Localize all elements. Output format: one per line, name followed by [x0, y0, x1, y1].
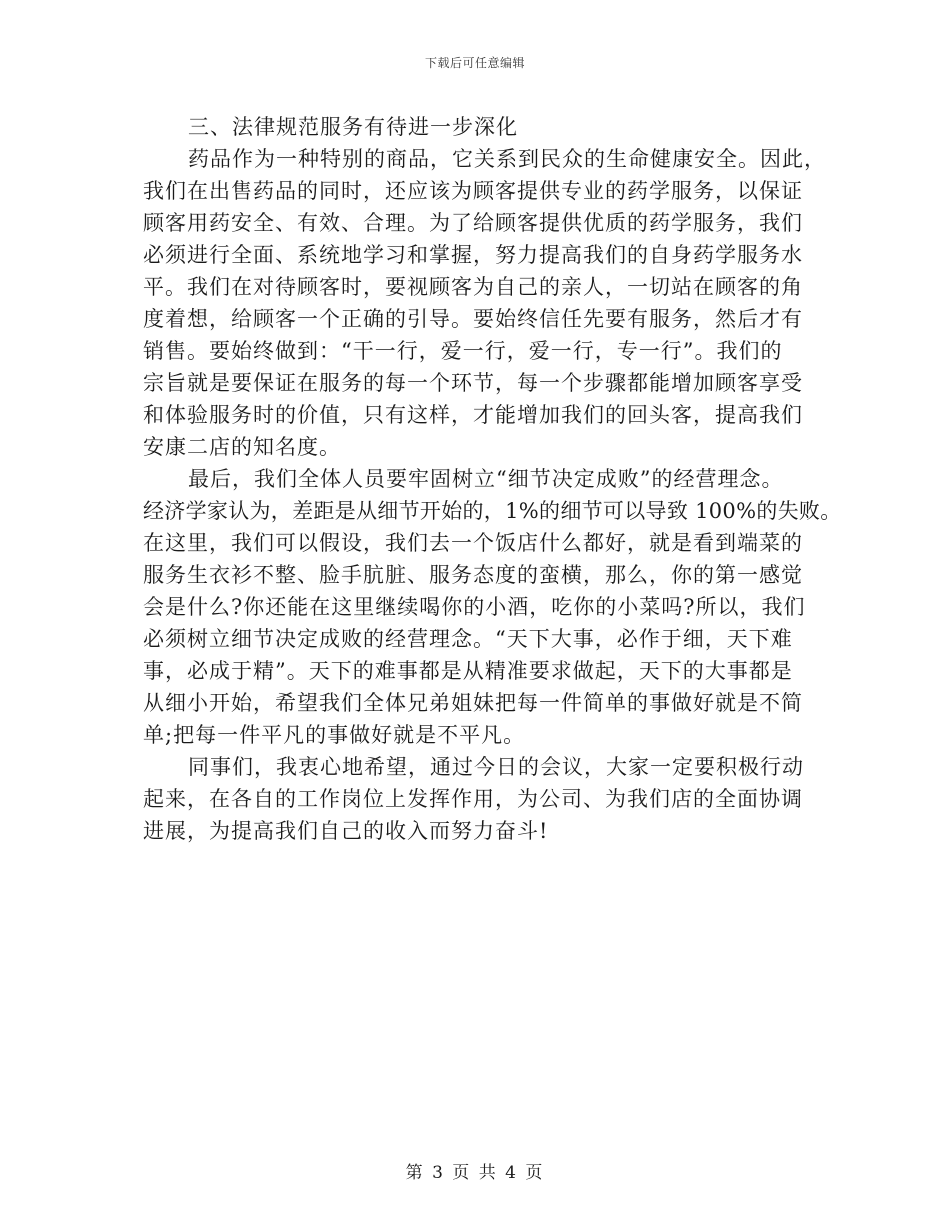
paragraph-line: 药品作为一种特别的商品，它关系到民众的生命健康安全。因此，: [188, 147, 826, 171]
page-number-footer: 第 3 页 共 4 页: [405, 1163, 545, 1183]
paragraph-line: 我们在出售药品的同时，还应该为顾客提供专业的药学服务，以保证: [143, 179, 803, 203]
page-header-note: 下载后可任意编辑: [424, 56, 525, 70]
section-heading: 三、法律规范服务有待进一步深化: [188, 115, 518, 139]
paragraph-line: 度着想，给顾客一个正确的引导。要始终信任先要有服务，然后才有: [143, 307, 803, 331]
paragraph-line: 顾客用药安全、有效、合理。为了给顾客提供优质的药学服务，我们: [143, 211, 803, 235]
paragraph-line: 和体验服务时的价值，只有这样，才能增加我们的回头客，提高我们: [143, 403, 803, 427]
paragraph-line: 经济学家认为，差距是从细节开始的，1%的细节可以导致 100%的失败。: [143, 499, 842, 523]
paragraph-line: 销售。要始终做到：“干一行，爱一行，爱一行，专一行”。我们的: [143, 339, 783, 363]
paragraph-line: 必须进行全面、系统地学习和掌握，努力提高我们的自身药学服务水: [143, 243, 803, 267]
paragraph-line: 服务生衣衫不整、脸手肮脏、服务态度的蛮横，那么，你的第一感觉: [143, 563, 803, 587]
paragraph-line: 平。我们在对待顾客时，要视顾客为自己的亲人，一切站在顾客的角: [143, 275, 803, 299]
paragraph-line: 必须树立细节决定成败的经营理念。“天下大事，必作于细，天下难: [143, 627, 793, 651]
paragraph-line: 进展，为提高我们自己的收入而努力奋斗!: [143, 819, 549, 843]
paragraph-line: 从细小开始，希望我们全体兄弟姐妹把每一件简单的事做好就是不简: [143, 691, 803, 715]
document-body: [143, 111, 842, 847]
paragraph-line: 最后，我们全体人员要牢固树立“细节决定成败”的经营理念。: [188, 467, 784, 491]
paragraph-line: 会是什么?你还能在这里继续喝你的小酒，吃你的小菜吗?所以，我们: [143, 595, 806, 619]
paragraph-line: 在这里，我们可以假设，我们去一个饭店什么都好，就是看到端菜的: [143, 531, 803, 555]
paragraph-line: 事，必成于精”。天下的难事都是从精准要求做起，天下的大事都是: [143, 659, 793, 683]
paragraph-line: 起来，在各自的工作岗位上发挥作用，为公司、为我们店的全面协调: [143, 787, 803, 811]
paragraph-line: 同事们，我衷心地希望，通过今日的会议，大家一定要积极行动: [188, 755, 804, 779]
paragraph-line: 安康二店的知名度。: [143, 435, 341, 459]
paragraph-line: 宗旨就是要保证在服务的每一个环节，每一个步骤都能增加顾客享受: [143, 371, 803, 395]
paragraph-line: 单;把每一件平凡的事做好就是不平凡。: [143, 723, 526, 747]
